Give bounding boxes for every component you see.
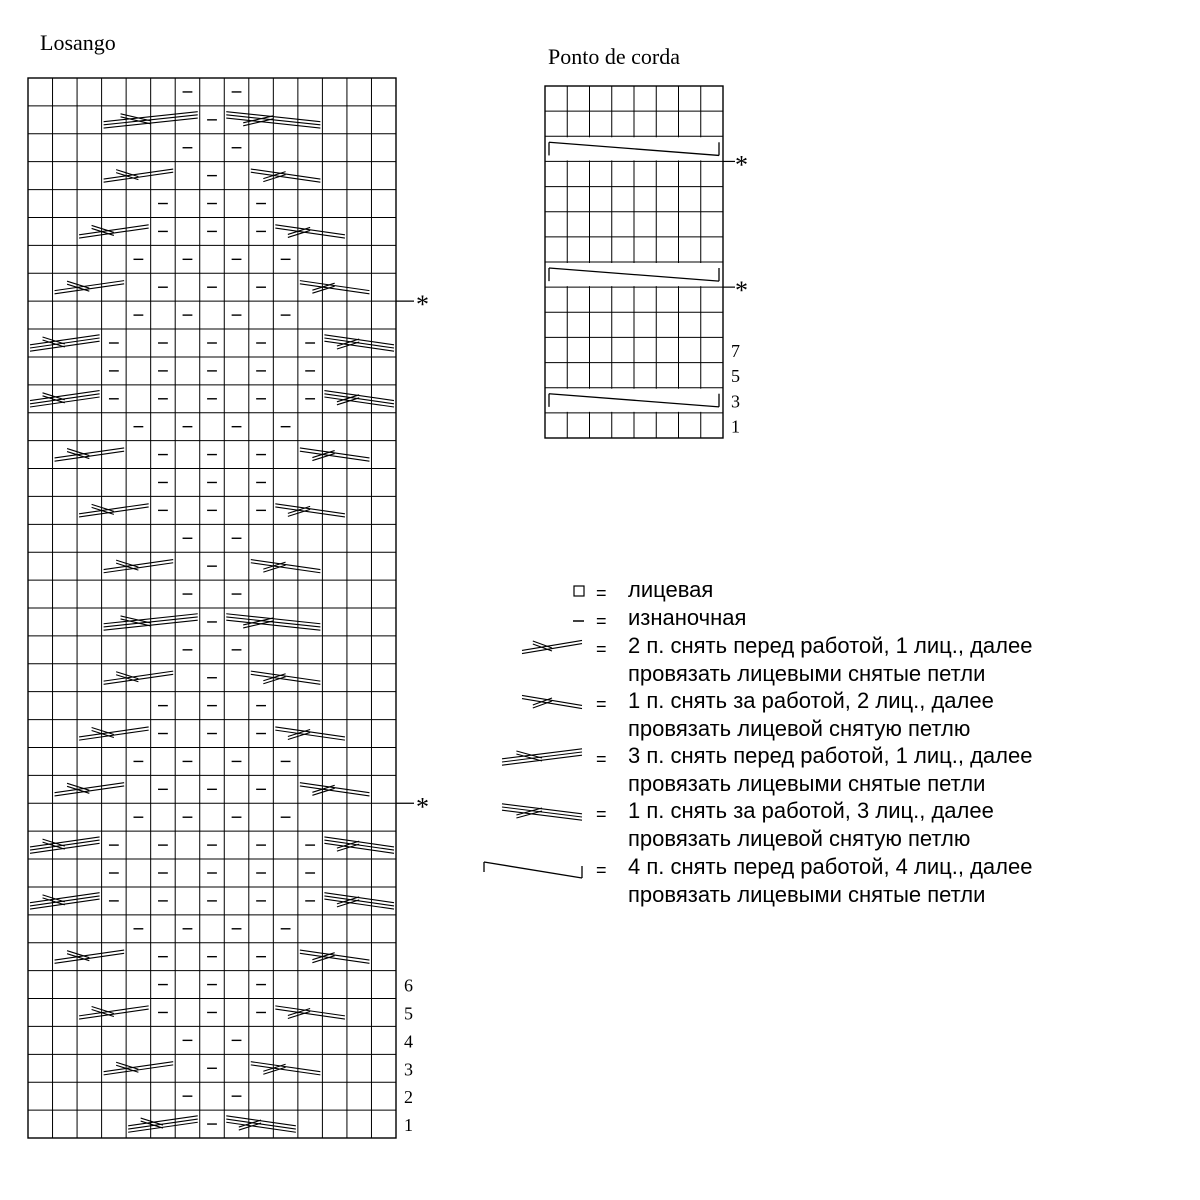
legend-text: 2 п. снять перед работой, 1 лиц., далее (628, 633, 1033, 658)
cable-cross-c2f (55, 783, 125, 796)
cable-cross-c3b (324, 893, 394, 909)
cable-cross-c2f (104, 560, 174, 573)
cable-8-stitch (546, 137, 722, 160)
cable-cross-c2f (104, 671, 174, 684)
legend-text: провязать лицевыми снятые петли (628, 661, 986, 686)
losango-title: Losango (40, 30, 116, 55)
legend-text: 3 п. снять перед работой, 1 лиц., далее (628, 743, 1033, 768)
cable-cross-c2b (275, 504, 345, 517)
cable-cross-c2b (251, 560, 321, 573)
cable-cross-c2b (300, 950, 370, 963)
repeat-marker: * (735, 276, 748, 306)
legend-equals: = (596, 583, 607, 603)
legend-equals: = (596, 694, 607, 714)
legend-equals: = (596, 860, 607, 880)
repeat-marker: * (416, 290, 429, 320)
cable-8-stitch (546, 389, 722, 412)
cable-symbol (522, 640, 582, 653)
knit-symbol (574, 586, 584, 596)
legend-item-k (574, 577, 713, 603)
row-number: 6 (404, 975, 413, 996)
cable-cross-c2f (55, 950, 125, 963)
cable-cross-c2b (251, 169, 321, 182)
symbol-legend (484, 577, 1032, 907)
cable-cross-c2f (55, 281, 125, 294)
cable-cross-c2f (79, 1006, 149, 1019)
legend-text: провязать лицевыми снятые петли (628, 882, 986, 907)
cable-cross-c2b (275, 225, 345, 238)
cable-symbol (502, 749, 582, 765)
cable-cross-c3b (324, 335, 394, 351)
legend-text: 1 п. снять за работой, 3 лиц., далее (628, 798, 994, 823)
repeat-marker: * (735, 150, 748, 180)
ponto-de-corda-chart (545, 86, 748, 438)
cable-8-symbol (484, 862, 582, 878)
legend-item-c3b (502, 798, 994, 851)
cable-cross-c2f (79, 727, 149, 740)
legend-item-c8 (484, 854, 1032, 907)
cable-cross-c2f (79, 504, 149, 517)
cable-cross-c3b (226, 1116, 296, 1132)
legend-text: 4 п. снять перед работой, 4 лиц., далее (628, 854, 1033, 879)
legend-item-c3f (502, 743, 1032, 796)
cable-cross-c2b (300, 448, 370, 461)
row-number: 7 (731, 341, 740, 361)
cable-8-stitch (546, 263, 722, 286)
cable-cross-c3f (30, 893, 100, 909)
legend-text: лицевая (628, 577, 714, 602)
row-number: 3 (404, 1059, 413, 1080)
row-number: 5 (404, 1003, 413, 1024)
repeat-marker: * (416, 792, 429, 822)
legend-item-c2b (522, 688, 994, 741)
cable-cross-c2b (300, 783, 370, 796)
cable-cross-c2b (300, 281, 370, 294)
row-number: 4 (404, 1031, 413, 1052)
legend-item-c2f (522, 633, 1032, 686)
legend-equals: = (596, 749, 607, 769)
legend-text: 1 п. снять за работой, 2 лиц., далее (628, 688, 994, 713)
cable-cross-c3f (30, 335, 100, 351)
cable-cross-c2f (104, 169, 174, 182)
cable-cross-c2b (251, 1062, 321, 1075)
cable-cross-c3f (30, 837, 100, 853)
legend-item-p (573, 605, 746, 631)
row-number: 3 (731, 391, 740, 412)
legend-equals: = (596, 611, 607, 631)
cable-diagonal (484, 862, 582, 878)
row-number: 1 (731, 416, 740, 437)
cable-cross-c2b (275, 1006, 345, 1019)
losango-chart (28, 78, 429, 1138)
cable-cross-c3b (324, 837, 394, 853)
cable-cross-c3f (30, 391, 100, 407)
cable-symbol (502, 804, 582, 820)
cable-cross-c2f (104, 1062, 174, 1075)
row-number: 2 (404, 1087, 413, 1108)
row-number: 1 (404, 1115, 413, 1136)
legend-text: провязать лицевой снятую петлю (628, 826, 971, 851)
row-number: 5 (731, 366, 740, 387)
cable-cross-c2b (275, 727, 345, 740)
cable-cross-c2f (79, 225, 149, 238)
ponto-de-corda-title: Ponto de corda (548, 44, 680, 69)
cable-cross-c3f (128, 1116, 198, 1132)
legend-text: изнаночная (628, 605, 747, 630)
legend-equals: = (596, 804, 607, 824)
cable-cross-c3b (324, 391, 394, 407)
cable-cross-c2b (251, 671, 321, 684)
legend-text: провязать лицевой снятую петлю (628, 716, 971, 741)
legend-equals: = (596, 639, 607, 659)
legend-text: провязать лицевыми снятые петли (628, 771, 986, 796)
cable-symbol (522, 695, 582, 708)
cable-cross-c2f (55, 448, 125, 461)
